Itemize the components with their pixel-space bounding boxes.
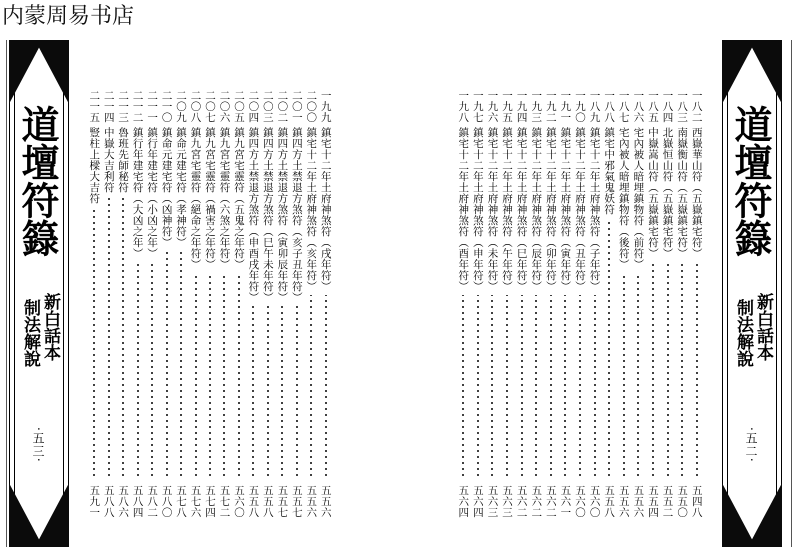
dot-leader (145, 262, 159, 478)
toc-entry (232, 90, 246, 518)
dot-leader (456, 295, 470, 478)
entry-page-number: 五五六 (632, 485, 645, 518)
dot-leader (174, 251, 188, 478)
toc-entry (515, 90, 529, 518)
entry-page-number: 五四八 (690, 485, 703, 518)
entry-page-number: 五七二 (218, 485, 231, 518)
entry-page-number: 五七六 (189, 485, 202, 518)
dot-leader (102, 196, 116, 478)
dot-leader (217, 273, 231, 478)
entry-title: 二〇六 鎮九宮宅靈符（六煞之年符） (218, 90, 231, 270)
entry-title: 一九〇 鎮宅十二年土府神煞符（丑年符） (574, 90, 586, 292)
toc-entry (131, 90, 145, 518)
entry-page-number: 五八八 (102, 485, 115, 518)
entry-title: 二〇三 鎮四方土禁退方煞符（巳午未年符） (261, 90, 274, 303)
dot-leader (116, 196, 130, 478)
toc-entry (290, 90, 304, 518)
entry-title: 一八二 西嶽華山符（五嶽鎮宅符） (690, 90, 703, 259)
page-52 (416, 40, 792, 547)
book-subtitle: 新白話本 (753, 293, 773, 361)
book-title: 道壇符籙 (15, 105, 60, 257)
dot-leader (87, 207, 101, 478)
entry-title: 二〇一 鎮四方土禁退方煞符（亥子丑年符） (290, 90, 303, 303)
toc-entry (275, 90, 289, 518)
dot-leader (189, 273, 203, 478)
entry-page-number: 五五二 (661, 485, 674, 518)
dot-leader (160, 251, 174, 478)
toc-entry (646, 90, 660, 518)
entry-title: 二一三 魯班先師秘符 (117, 90, 130, 193)
entry-page-number: 五五〇 (676, 485, 689, 518)
dot-leader (319, 295, 333, 478)
entry-title: 二〇四 鎮四方土禁退方煞符（申酉戌年符） (247, 90, 260, 303)
toc-entry (456, 90, 470, 518)
toc-entry (246, 90, 260, 518)
toc-entry (203, 90, 217, 518)
dot-leader (690, 262, 704, 478)
entry-title: 一九四 鎮宅十二年土府神煞符（巳年符） (515, 90, 528, 292)
dot-leader (131, 262, 145, 478)
entry-title: 一九一 鎮宅十二年土府神煞符（寅年符） (559, 90, 572, 292)
entry-title: 一八五 中嶽嵩山符（五嶽鎮宅符） (646, 90, 659, 259)
entry-page-number: 五九一 (88, 485, 101, 518)
dot-leader (544, 295, 558, 478)
entry-page-number: 五五八 (261, 485, 274, 518)
dot-leader (203, 273, 217, 478)
entry-title: 一九三 鎮宅十二年土府神煞符（辰年符） (530, 90, 543, 292)
entry-title: 一九六 鎮宅十二年土府神煞符（未年符） (486, 90, 499, 292)
entry-page-number: 五五八 (603, 485, 616, 518)
toc-entry (174, 90, 188, 518)
toc-entry (102, 90, 116, 518)
entry-title: 二一五 豎柱上樑大吉符 (88, 90, 101, 204)
entry-title: 一八八 鎮宅中邪氣鬼妖符 (603, 90, 616, 215)
entry-title: 二〇七 鎮九宮宅靈符（禍害之年符） (204, 90, 216, 270)
dot-leader (558, 295, 572, 478)
entry-page-number: 五六四 (457, 485, 470, 518)
toc-entry (87, 90, 101, 518)
entry-page-number: 五七四 (204, 485, 216, 518)
dot-leader (290, 306, 304, 478)
entry-title: 一九八 鎮宅十二年土府神煞符（酉年符） (457, 90, 470, 292)
toc-entries (87, 90, 333, 518)
entry-page-number: 五六〇 (588, 485, 601, 518)
entry-title: 二一二 鎮行年建宅符（大凶之年） (131, 90, 144, 259)
toc-entry (319, 90, 333, 518)
dot-leader (602, 218, 616, 478)
toc-entry (304, 90, 318, 518)
toc-entry (116, 90, 130, 518)
entry-page-number: 五六一 (559, 485, 572, 518)
entry-title: 二〇二 鎮四方土禁退方煞符（寅卯辰年符） (276, 90, 289, 303)
dot-leader (246, 306, 260, 478)
toc-entry (500, 90, 514, 518)
entry-title: 二〇〇 鎮宅十二年土府神煞符（亥年符） (305, 90, 318, 292)
entry-title: 一八三 南嶽衡山符（五嶽鎮宅符） (676, 90, 689, 259)
toc-entry (675, 90, 689, 518)
toc-entry (160, 90, 174, 518)
entry-title: 二一四 中嶽大吉利符 (102, 90, 115, 193)
dot-leader (646, 262, 660, 478)
entry-page-number: 五五八 (247, 485, 260, 518)
entry-page-number: 五八四 (131, 485, 144, 518)
page-53 (6, 40, 389, 547)
dot-leader (661, 262, 675, 478)
book-subtitle-secondary: 制法解說 (20, 299, 40, 367)
toc-entries (456, 90, 704, 518)
book-title: 道壇符籙 (728, 105, 773, 257)
toc-entry (529, 90, 543, 518)
entry-title: 二一〇 鎮命元建宅符（凶神符） (160, 90, 173, 248)
toc-entry (573, 90, 587, 518)
entry-page-number: 五六四 (471, 485, 484, 518)
dot-leader (573, 295, 587, 478)
toc-entry (588, 90, 602, 518)
toc-entry (544, 90, 558, 518)
entry-page-number: 五五四 (646, 485, 659, 518)
entry-page-number: 五六二 (544, 485, 557, 518)
entry-page-number: 五五七 (290, 485, 303, 518)
title-band (9, 40, 69, 547)
title-band (722, 40, 782, 547)
toc-entry (602, 90, 616, 518)
entry-page-number: 五八二 (146, 485, 159, 518)
entry-title: 二〇五 鎮九宮宅靈符（五鬼之年符） (232, 90, 245, 270)
dot-leader (304, 295, 318, 478)
entry-page-number: 五八〇 (160, 485, 173, 518)
entry-title: 二〇八 鎮九宮宅靈符（絕命之年符） (189, 90, 202, 270)
book-subtitle-secondary: 制法解說 (733, 299, 753, 367)
entry-title: 一九五 鎮宅十二年土府神煞符（午年符） (501, 90, 514, 292)
entry-page-number: 五六〇 (232, 485, 245, 518)
watermark-text: 内蒙周易书店 (2, 4, 135, 29)
dot-leader (588, 295, 602, 478)
entry-title: 二一一 鎮行年建宅符（小凶之年） (146, 90, 159, 259)
page-number: ‧五二‧ (744, 427, 758, 463)
entry-page-number: 五五六 (617, 485, 630, 518)
entry-title: 二〇九 鎮命元建宅符（孝神符） (175, 90, 188, 248)
entry-page-number: 五七八 (175, 485, 188, 518)
toc-entry (261, 90, 275, 518)
toc-entry (471, 90, 485, 518)
entry-page-number: 五六二 (530, 485, 543, 518)
entry-page-number: 五八六 (117, 485, 130, 518)
entry-title: 一八九 鎮宅十二年土府神煞符（子年符） (588, 90, 601, 292)
dot-leader (529, 295, 543, 478)
toc-entry (217, 90, 231, 518)
dot-leader (500, 295, 514, 478)
toc-entry (690, 90, 704, 518)
entry-page-number: 五五七 (276, 485, 289, 518)
toc-entry (617, 90, 631, 518)
entry-title: 一八四 北嶽恒山符（五嶽鎮宅符） (661, 90, 674, 259)
dot-leader (471, 295, 485, 478)
entry-title: 一九九 鎮宅十二年土府神煞符（戌年符） (319, 90, 332, 292)
entry-page-number: 五六三 (486, 485, 499, 518)
toc-entry (189, 90, 203, 518)
dot-leader (485, 295, 499, 478)
entry-page-number: 五五六 (319, 485, 332, 518)
page-number: ‧五三‧ (31, 427, 45, 463)
entry-title: 一八七 宅內被人暗埋鎮物符（後符） (617, 90, 630, 270)
toc-entry (661, 90, 675, 518)
toc-entry (145, 90, 159, 518)
entry-page-number: 五六〇 (574, 485, 586, 518)
entry-page-number: 五五六 (305, 485, 318, 518)
dot-leader (631, 273, 645, 478)
dot-leader (261, 306, 275, 478)
toc-entry (485, 90, 499, 518)
dot-leader (675, 262, 689, 478)
dot-leader (232, 273, 246, 478)
dot-leader (515, 295, 529, 478)
book-subtitle: 新白話本 (40, 293, 60, 361)
toc-entry (558, 90, 572, 518)
dot-leader (617, 273, 631, 478)
toc-entry (631, 90, 645, 518)
entry-page-number: 五六三 (501, 485, 514, 518)
entry-title: 一九二 鎮宅十二年土府神煞符（卯年符） (544, 90, 557, 292)
entry-page-number: 五六二 (515, 485, 528, 518)
dot-leader (275, 306, 289, 478)
entry-title: 一九七 鎮宅十二年土府神煞符（申年符） (471, 90, 484, 292)
entry-title: 一八六 宅內被人暗埋鎮物符（前符） (632, 90, 645, 270)
